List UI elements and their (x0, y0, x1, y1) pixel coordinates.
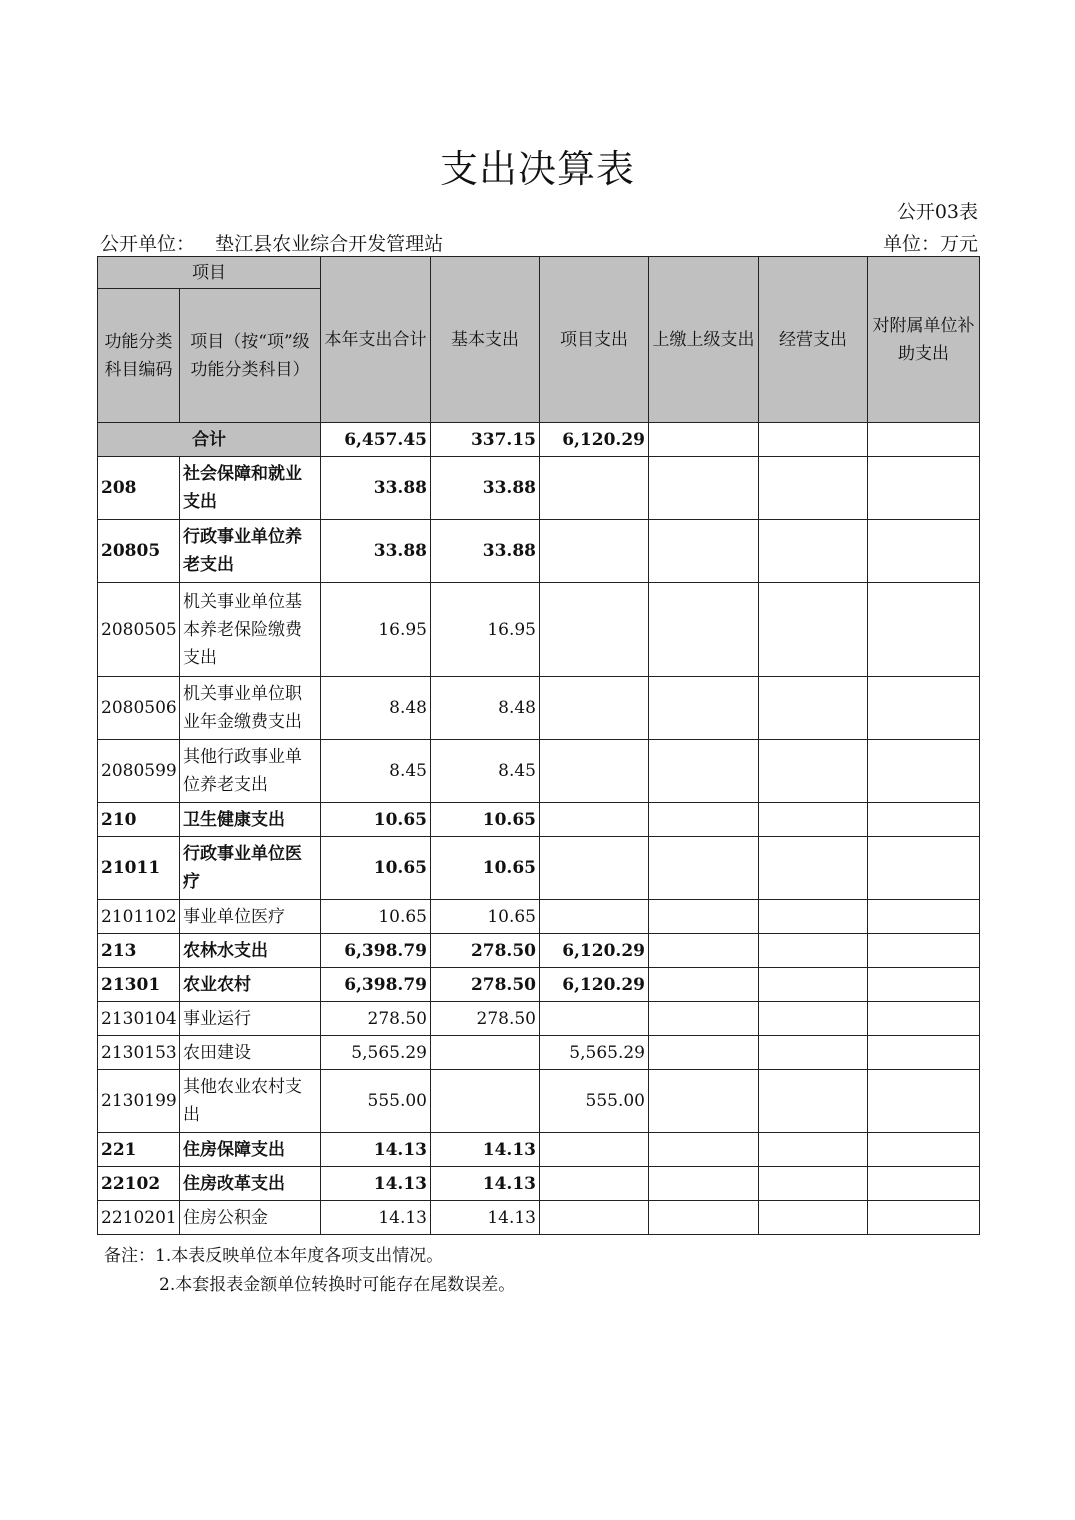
reporting-unit (100, 229, 443, 256)
expenditure-table (97, 256, 980, 1235)
table-row (98, 740, 980, 803)
unit-prefix: 公开单位： (100, 233, 196, 255)
total-sum: 6,457.45 (321, 423, 431, 457)
cell-name: 行政事业单位医疗 (180, 837, 321, 900)
cell-item (540, 837, 649, 900)
table-row (98, 1002, 980, 1036)
cell-code: 20805 (98, 520, 180, 583)
total-basic: 337.15 (431, 423, 540, 457)
cell-subsidy (868, 1002, 980, 1036)
cell-code: 2130153 (98, 1036, 180, 1070)
table-row (98, 1036, 980, 1070)
cell-total: 14.13 (321, 1167, 431, 1201)
cell-basic: 10.65 (431, 803, 540, 837)
total-item: 6,120.29 (540, 423, 649, 457)
cell-basic: 14.13 (431, 1201, 540, 1235)
header-item: 项目支出 (540, 257, 649, 423)
cell-item: 5,565.29 (540, 1036, 649, 1070)
form-number: 公开03表 (896, 201, 978, 223)
cell-name: 行政事业单位养老支出 (180, 520, 321, 583)
cell-upper (649, 1201, 759, 1235)
cell-subsidy (868, 1167, 980, 1201)
cell-basic (431, 1070, 540, 1133)
cell-upper (649, 1070, 759, 1133)
cell-name: 卫生健康支出 (180, 803, 321, 837)
cell-name: 住房公积金 (180, 1201, 321, 1235)
cell-basic: 14.13 (431, 1133, 540, 1167)
cell-name: 住房保障支出 (180, 1133, 321, 1167)
cell-total: 6,398.79 (321, 968, 431, 1002)
cell-business (759, 934, 868, 968)
cell-total: 5,565.29 (321, 1036, 431, 1070)
cell-business (759, 1201, 868, 1235)
cell-item (540, 520, 649, 583)
cell-total: 278.50 (321, 1002, 431, 1036)
cell-code: 2080599 (98, 740, 180, 803)
cell-total: 10.65 (321, 900, 431, 934)
cell-total: 33.88 (321, 457, 431, 520)
cell-business (759, 740, 868, 803)
table-row (98, 837, 980, 900)
cell-subsidy (868, 968, 980, 1002)
cell-total: 16.95 (321, 583, 431, 677)
cell-code: 22102 (98, 1167, 180, 1201)
cell-basic: 10.65 (431, 900, 540, 934)
cell-item (540, 1201, 649, 1235)
cell-code: 213 (98, 934, 180, 968)
cell-subsidy (868, 1036, 980, 1070)
cell-code: 2080506 (98, 677, 180, 740)
note-2: 2.本套报表金额单位转换时可能存在尾数误差。 (159, 1275, 516, 1295)
total-subsidy (868, 423, 980, 457)
cell-name: 其他行政事业单位养老支出 (180, 740, 321, 803)
cell-name: 事业运行 (180, 1002, 321, 1036)
cell-item (540, 740, 649, 803)
cell-item: 6,120.29 (540, 968, 649, 1002)
cell-basic: 16.95 (431, 583, 540, 677)
header-business: 经营支出 (759, 257, 868, 423)
cell-code: 2130104 (98, 1002, 180, 1036)
cell-total: 8.45 (321, 740, 431, 803)
cell-code: 21301 (98, 968, 180, 1002)
table-row (98, 677, 980, 740)
total-label: 合计 (98, 423, 321, 457)
table-row (98, 968, 980, 1002)
cell-subsidy (868, 740, 980, 803)
cell-item (540, 1002, 649, 1036)
cell-name: 农业农村 (180, 968, 321, 1002)
cell-name: 其他农业农村支出 (180, 1070, 321, 1133)
table-row (98, 803, 980, 837)
cell-total: 8.48 (321, 677, 431, 740)
cell-upper (649, 837, 759, 900)
cell-business (759, 837, 868, 900)
cell-item (540, 900, 649, 934)
table-row (98, 1201, 980, 1235)
cell-total: 33.88 (321, 520, 431, 583)
table-row (98, 583, 980, 677)
header-name: 项目（按“项”级功能分类科目） (180, 289, 321, 423)
cell-subsidy (868, 1201, 980, 1235)
cell-code: 2080505 (98, 583, 180, 677)
cell-upper (649, 457, 759, 520)
table-row (98, 1167, 980, 1201)
cell-business (759, 520, 868, 583)
header-project: 项目 (98, 257, 321, 289)
cell-total: 555.00 (321, 1070, 431, 1133)
unit-name: 垫江县农业综合开发管理站 (215, 233, 444, 255)
cell-subsidy (868, 583, 980, 677)
table-row (98, 1070, 980, 1133)
money-unit: 单位：万元 (882, 233, 978, 255)
cell-business (759, 1002, 868, 1036)
header-upper: 上缴上级支出 (649, 257, 759, 423)
total-upper (649, 423, 759, 457)
cell-subsidy (868, 900, 980, 934)
cell-upper (649, 1133, 759, 1167)
cell-basic: 10.65 (431, 837, 540, 900)
cell-total: 14.13 (321, 1201, 431, 1235)
cell-upper (649, 740, 759, 803)
cell-upper (649, 900, 759, 934)
cell-code: 21011 (98, 837, 180, 900)
cell-basic (431, 1036, 540, 1070)
header-subsidy: 对附属单位补助支出 (868, 257, 980, 423)
total-business (759, 423, 868, 457)
cell-upper (649, 1036, 759, 1070)
table-row (98, 900, 980, 934)
cell-upper (649, 583, 759, 677)
cell-basic: 14.13 (431, 1167, 540, 1201)
cell-subsidy (868, 677, 980, 740)
cell-business (759, 583, 868, 677)
cell-subsidy (868, 1133, 980, 1167)
cell-name: 农林水支出 (180, 934, 321, 968)
cell-basic: 278.50 (431, 934, 540, 968)
note-1: 备注：1.本表反映单位本年度各项支出情况。 (104, 1246, 444, 1266)
cell-subsidy (868, 457, 980, 520)
cell-business (759, 803, 868, 837)
cell-upper (649, 934, 759, 968)
cell-code: 221 (98, 1133, 180, 1167)
cell-name: 住房改革支出 (180, 1167, 321, 1201)
cell-item (540, 1167, 649, 1201)
cell-name: 机关事业单位基本养老保险缴费支出 (180, 583, 321, 677)
cell-upper (649, 803, 759, 837)
cell-total: 10.65 (321, 803, 431, 837)
table-row (98, 520, 980, 583)
cell-upper (649, 1167, 759, 1201)
cell-subsidy (868, 520, 980, 583)
header-basic: 基本支出 (431, 257, 540, 423)
cell-item (540, 1133, 649, 1167)
cell-business (759, 968, 868, 1002)
cell-subsidy (868, 934, 980, 968)
cell-basic: 278.50 (431, 968, 540, 1002)
cell-basic: 8.48 (431, 677, 540, 740)
cell-name: 农田建设 (180, 1036, 321, 1070)
cell-name: 事业单位医疗 (180, 900, 321, 934)
cell-upper (649, 520, 759, 583)
header-code: 功能分类科目编码 (98, 289, 180, 423)
total-row (98, 423, 980, 457)
cell-item (540, 583, 649, 677)
cell-business (759, 1070, 868, 1133)
cell-subsidy (868, 1070, 980, 1133)
cell-code: 2101102 (98, 900, 180, 934)
cell-basic: 8.45 (431, 740, 540, 803)
cell-name: 社会保障和就业支出 (180, 457, 321, 520)
cell-code: 208 (98, 457, 180, 520)
cell-code: 2210201 (98, 1201, 180, 1235)
table-row (98, 1133, 980, 1167)
cell-basic: 33.88 (431, 520, 540, 583)
cell-code: 2130199 (98, 1070, 180, 1133)
cell-business (759, 1167, 868, 1201)
cell-name: 机关事业单位职业年金缴费支出 (180, 677, 321, 740)
page-title: 支出决算表 (439, 147, 635, 191)
cell-item (540, 677, 649, 740)
notes (104, 1242, 515, 1300)
cell-item (540, 457, 649, 520)
cell-basic: 33.88 (431, 457, 540, 520)
cell-item: 6,120.29 (540, 934, 649, 968)
cell-subsidy (868, 803, 980, 837)
cell-code: 210 (98, 803, 180, 837)
cell-business (759, 457, 868, 520)
cell-total: 14.13 (321, 1133, 431, 1167)
cell-upper (649, 968, 759, 1002)
cell-upper (649, 677, 759, 740)
cell-item: 555.00 (540, 1070, 649, 1133)
cell-item (540, 803, 649, 837)
header-total: 本年支出合计 (321, 257, 431, 423)
cell-business (759, 677, 868, 740)
cell-basic: 278.50 (431, 1002, 540, 1036)
cell-upper (649, 1002, 759, 1036)
table-row (98, 457, 980, 520)
cell-business (759, 900, 868, 934)
cell-business (759, 1036, 868, 1070)
cell-subsidy (868, 837, 980, 900)
cell-total: 6,398.79 (321, 934, 431, 968)
cell-business (759, 1133, 868, 1167)
table-row (98, 934, 980, 968)
cell-total: 10.65 (321, 837, 431, 900)
